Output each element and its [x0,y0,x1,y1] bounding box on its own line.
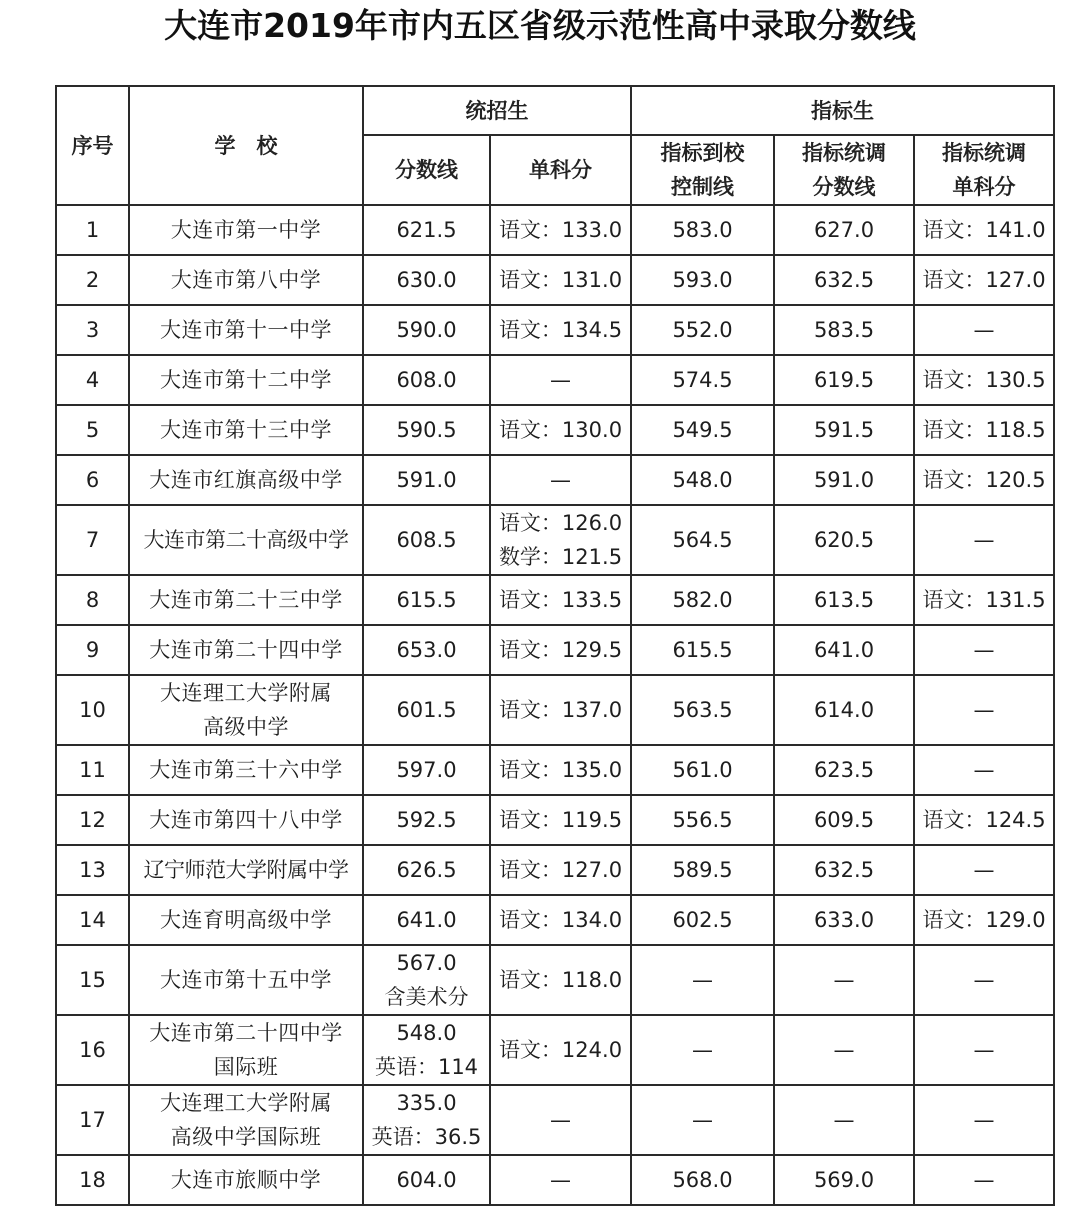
cell-school [129,455,363,505]
table-row [56,455,1054,505]
cell-quota-control: — [631,1085,774,1155]
cell-quota-adjust: 641.0 [774,625,914,675]
cell-unified-score [363,405,490,455]
cell-no: 4 [56,355,129,405]
header-quota-adjust-subject [914,135,1054,205]
cell-school [129,1085,363,1155]
school-name-line: 大连育明高级中学 [160,908,332,932]
cell-unified-subject [490,795,631,845]
unified-subject-line: 语文：133.0 [498,218,623,242]
table-row [56,255,1054,305]
header-group-quota: 指标生 [631,86,1054,135]
cell-unified-score [363,675,490,745]
unified-subject-line: 语文：127.0 [498,858,623,882]
unified-subject-line: — [550,1108,571,1132]
cell-no: 1 [56,205,129,255]
cell-quota-adjust-subject: — [914,1155,1054,1205]
cell-unified-score [363,505,490,575]
cell-quota-control: 582.0 [631,575,774,625]
cell-quota-adjust-subject: 语文：131.5 [914,575,1054,625]
header-quota-control [631,135,774,205]
school-name-line: 大连市第二十高级中学 [143,528,349,552]
unified-score-line: 335.0 [396,1091,457,1115]
header-quota-adjust-line1: 指标统调 [802,141,886,165]
header-quota-adjust-subject-line2: 单科分 [952,175,1016,199]
cell-unified-score [363,1015,490,1085]
table-row [56,1015,1054,1085]
cell-quota-adjust-subject: — [914,945,1054,1015]
school-name-line: 大连市第二十四中学 [149,1021,343,1045]
school-name-line: 大连市第二十四中学 [149,638,343,662]
cell-unified-subject [490,945,631,1015]
header-quota-adjust-subject-line1: 指标统调 [942,141,1027,165]
cell-no: 15 [56,945,129,1015]
header-quota-adjust [774,135,914,205]
cell-quota-adjust: 614.0 [774,675,914,745]
cell-unified-score [363,945,490,1015]
school-name-line: 大连理工大学附属 [160,681,332,705]
cell-quota-control: 574.5 [631,355,774,405]
cell-quota-adjust: — [774,945,914,1015]
unified-score-line: 597.0 [396,758,457,782]
cell-quota-adjust-subject: — [914,675,1054,745]
header-quota-control-line1: 指标到校 [660,141,745,165]
header-quota-adjust-line2: 分数线 [812,175,876,199]
cell-unified-score [363,255,490,305]
admission-score-table [55,85,1055,1206]
page-title: 大连市2019年市内五区省级示范性高中录取分数线 [164,6,916,45]
cell-no: 17 [56,1085,129,1155]
school-name-line: 大连市第八中学 [170,268,322,292]
school-name-line: 大连理工大学附属 [160,1091,332,1115]
unified-subject-line: 数学：121.5 [498,545,623,569]
cell-school [129,625,363,675]
cell-quota-adjust: — [774,1085,914,1155]
cell-school [129,305,363,355]
school-name-line: 国际班 [213,1055,279,1079]
cell-school [129,795,363,845]
cell-quota-adjust: — [774,1015,914,1085]
unified-subject-line: 语文：135.0 [498,758,623,782]
unified-subject-line: 语文：118.0 [498,968,623,992]
table-body [56,205,1054,1205]
cell-school [129,205,363,255]
unified-score-line: 548.0 [396,1021,457,1045]
cell-unified-subject [490,505,631,575]
cell-school [129,355,363,405]
unified-score-line: 590.0 [396,318,457,342]
cell-quota-adjust: 591.5 [774,405,914,455]
cell-quota-adjust: 627.0 [774,205,914,255]
table-row [56,505,1054,575]
cell-school [129,895,363,945]
cell-school [129,945,363,1015]
cell-quota-control: 615.5 [631,625,774,675]
table-row [56,355,1054,405]
cell-quota-adjust-subject: 语文：120.5 [914,455,1054,505]
table-row [56,205,1054,255]
table-row [56,795,1054,845]
unified-score-line: 608.0 [396,368,457,392]
cell-quota-adjust: 613.5 [774,575,914,625]
cell-quota-adjust: 632.5 [774,255,914,305]
cell-unified-subject [490,675,631,745]
cell-quota-adjust-subject: 语文：124.5 [914,795,1054,845]
header-group-unified: 统招生 [363,86,631,135]
cell-no: 2 [56,255,129,305]
unified-score-line: 653.0 [396,638,457,662]
cell-quota-adjust-subject: — [914,1015,1054,1085]
school-name-line: 大连市旅顺中学 [170,1168,322,1192]
unified-score-line: 601.5 [396,698,457,722]
header-school: 学 校 [129,86,363,205]
cell-unified-subject [490,455,631,505]
cell-quota-adjust-subject: 语文：127.0 [914,255,1054,305]
cell-quota-adjust-subject: — [914,745,1054,795]
cell-quota-adjust: 583.5 [774,305,914,355]
cell-unified-score [363,455,490,505]
table-row [56,945,1054,1015]
cell-unified-subject [490,355,631,405]
unified-score-line: 604.0 [396,1168,457,1192]
cell-quota-control: 549.5 [631,405,774,455]
cell-quota-adjust-subject: 语文：130.5 [914,355,1054,405]
cell-quota-control: 583.0 [631,205,774,255]
cell-no: 5 [56,405,129,455]
school-name-line: 大连市第十三中学 [160,418,332,442]
cell-no: 10 [56,675,129,745]
unified-score-line: 592.5 [396,808,457,832]
cell-quota-control: — [631,1015,774,1085]
cell-no: 6 [56,455,129,505]
cell-unified-subject [490,845,631,895]
cell-school [129,1155,363,1205]
cell-no: 18 [56,1155,129,1205]
cell-quota-adjust: 609.5 [774,795,914,845]
table-row [56,675,1054,745]
cell-quota-control: 589.5 [631,845,774,895]
cell-unified-score [363,845,490,895]
cell-unified-subject [490,575,631,625]
cell-no: 14 [56,895,129,945]
unified-score-line: 615.5 [396,588,457,612]
cell-quota-adjust-subject: — [914,625,1054,675]
cell-quota-adjust: 620.5 [774,505,914,575]
table-row [56,1085,1054,1155]
unified-subject-line: — [550,368,571,392]
unified-score-line: 含美术分 [384,985,469,1009]
school-name-line: 大连市第三十六中学 [149,758,343,782]
cell-no: 16 [56,1015,129,1085]
cell-unified-subject [490,895,631,945]
cell-quota-control: — [631,945,774,1015]
school-name-line: 大连市第十二中学 [160,368,332,392]
cell-quota-adjust-subject: — [914,1085,1054,1155]
unified-subject-line: 语文：126.0 [498,511,623,535]
cell-quota-adjust: 632.5 [774,845,914,895]
cell-school [129,845,363,895]
header-unified-score: 分数线 [363,135,490,205]
cell-quota-adjust-subject: 语文：129.0 [914,895,1054,945]
cell-no: 7 [56,505,129,575]
school-name-line: 大连市第一中学 [170,218,322,242]
cell-quota-adjust-subject: 语文：141.0 [914,205,1054,255]
unified-score-line: 626.5 [396,858,457,882]
cell-unified-subject [490,205,631,255]
school-name-line: 大连市红旗高级中学 [149,468,343,492]
cell-quota-adjust: 633.0 [774,895,914,945]
cell-quota-adjust: 619.5 [774,355,914,405]
table-row [56,625,1054,675]
cell-unified-subject [490,745,631,795]
unified-score-line: 英语：36.5 [371,1125,482,1149]
unified-subject-line: — [550,468,571,492]
cell-no: 13 [56,845,129,895]
school-name-line: 大连市第四十八中学 [149,808,343,832]
cell-quota-adjust-subject: — [914,845,1054,895]
unified-subject-line: 语文：124.0 [498,1038,623,1062]
cell-unified-score [363,625,490,675]
cell-quota-control: 552.0 [631,305,774,355]
unified-subject-line: 语文：134.0 [498,908,623,932]
cell-unified-score [363,575,490,625]
cell-quota-adjust-subject: — [914,305,1054,355]
table-row [56,575,1054,625]
unified-score-line: 641.0 [396,908,457,932]
cell-quota-adjust: 591.0 [774,455,914,505]
unified-score-line: 630.0 [396,268,457,292]
cell-no: 12 [56,795,129,845]
cell-quota-adjust: 623.5 [774,745,914,795]
cell-quota-control: 564.5 [631,505,774,575]
cell-no: 9 [56,625,129,675]
unified-subject-line: 语文：130.0 [498,418,623,442]
table-row [56,1155,1054,1205]
cell-school [129,405,363,455]
table-row [56,305,1054,355]
cell-unified-score [363,895,490,945]
school-name-line: 辽宁师范大学附属中学 [143,858,349,882]
unified-score-line: 621.5 [396,218,457,242]
unified-subject-line: 语文：119.5 [498,808,623,832]
school-name-line: 大连市第十一中学 [160,318,332,342]
unified-subject-line: 语文：137.0 [498,698,623,722]
unified-score-line: 608.5 [396,528,457,552]
cell-quota-adjust-subject: — [914,505,1054,575]
cell-unified-score [363,205,490,255]
cell-quota-control: 548.0 [631,455,774,505]
unified-subject-line: 语文：134.5 [498,318,623,342]
cell-quota-adjust-subject: 语文：118.5 [914,405,1054,455]
unified-subject-line: — [550,1168,571,1192]
cell-school [129,575,363,625]
table-row [56,745,1054,795]
cell-unified-score [363,1155,490,1205]
cell-unified-subject [490,1085,631,1155]
unified-score-line: 567.0 [396,951,457,975]
unified-score-line: 英语：114 [374,1055,479,1079]
unified-subject-line: 语文：131.0 [498,268,623,292]
cell-unified-score [363,795,490,845]
school-name-line: 高级中学 [203,715,289,739]
cell-no: 11 [56,745,129,795]
table-row [56,895,1054,945]
cell-quota-control: 563.5 [631,675,774,745]
cell-unified-subject [490,305,631,355]
table-row [56,405,1054,455]
cell-quota-control: 602.5 [631,895,774,945]
cell-unified-subject [490,255,631,305]
cell-unified-subject [490,405,631,455]
cell-school [129,255,363,305]
cell-school [129,1015,363,1085]
cell-unified-subject [490,1155,631,1205]
cell-unified-subject [490,1015,631,1085]
cell-quota-adjust: 569.0 [774,1155,914,1205]
cell-school [129,675,363,745]
cell-school [129,745,363,795]
table-row [56,845,1054,895]
cell-quota-control: 568.0 [631,1155,774,1205]
cell-no: 3 [56,305,129,355]
cell-unified-score [363,305,490,355]
header-quota-control-line2: 控制线 [671,175,734,199]
cell-unified-score [363,1085,490,1155]
school-name-line: 大连市第十五中学 [160,968,332,992]
cell-unified-score [363,355,490,405]
unified-score-line: 590.5 [396,418,457,442]
cell-unified-subject [490,625,631,675]
school-name-line: 高级中学国际班 [170,1125,322,1149]
school-name-line: 大连市第二十三中学 [149,588,343,612]
cell-unified-score [363,745,490,795]
unified-subject-line: 语文：129.5 [498,638,623,662]
unified-subject-line: 语文：133.5 [498,588,623,612]
cell-school [129,505,363,575]
cell-quota-control: 556.5 [631,795,774,845]
header-unified-subject: 单科分 [490,135,631,205]
cell-quota-control: 561.0 [631,745,774,795]
header-no: 序号 [56,86,129,205]
cell-quota-control: 593.0 [631,255,774,305]
cell-no: 8 [56,575,129,625]
unified-score-line: 591.0 [396,468,457,492]
